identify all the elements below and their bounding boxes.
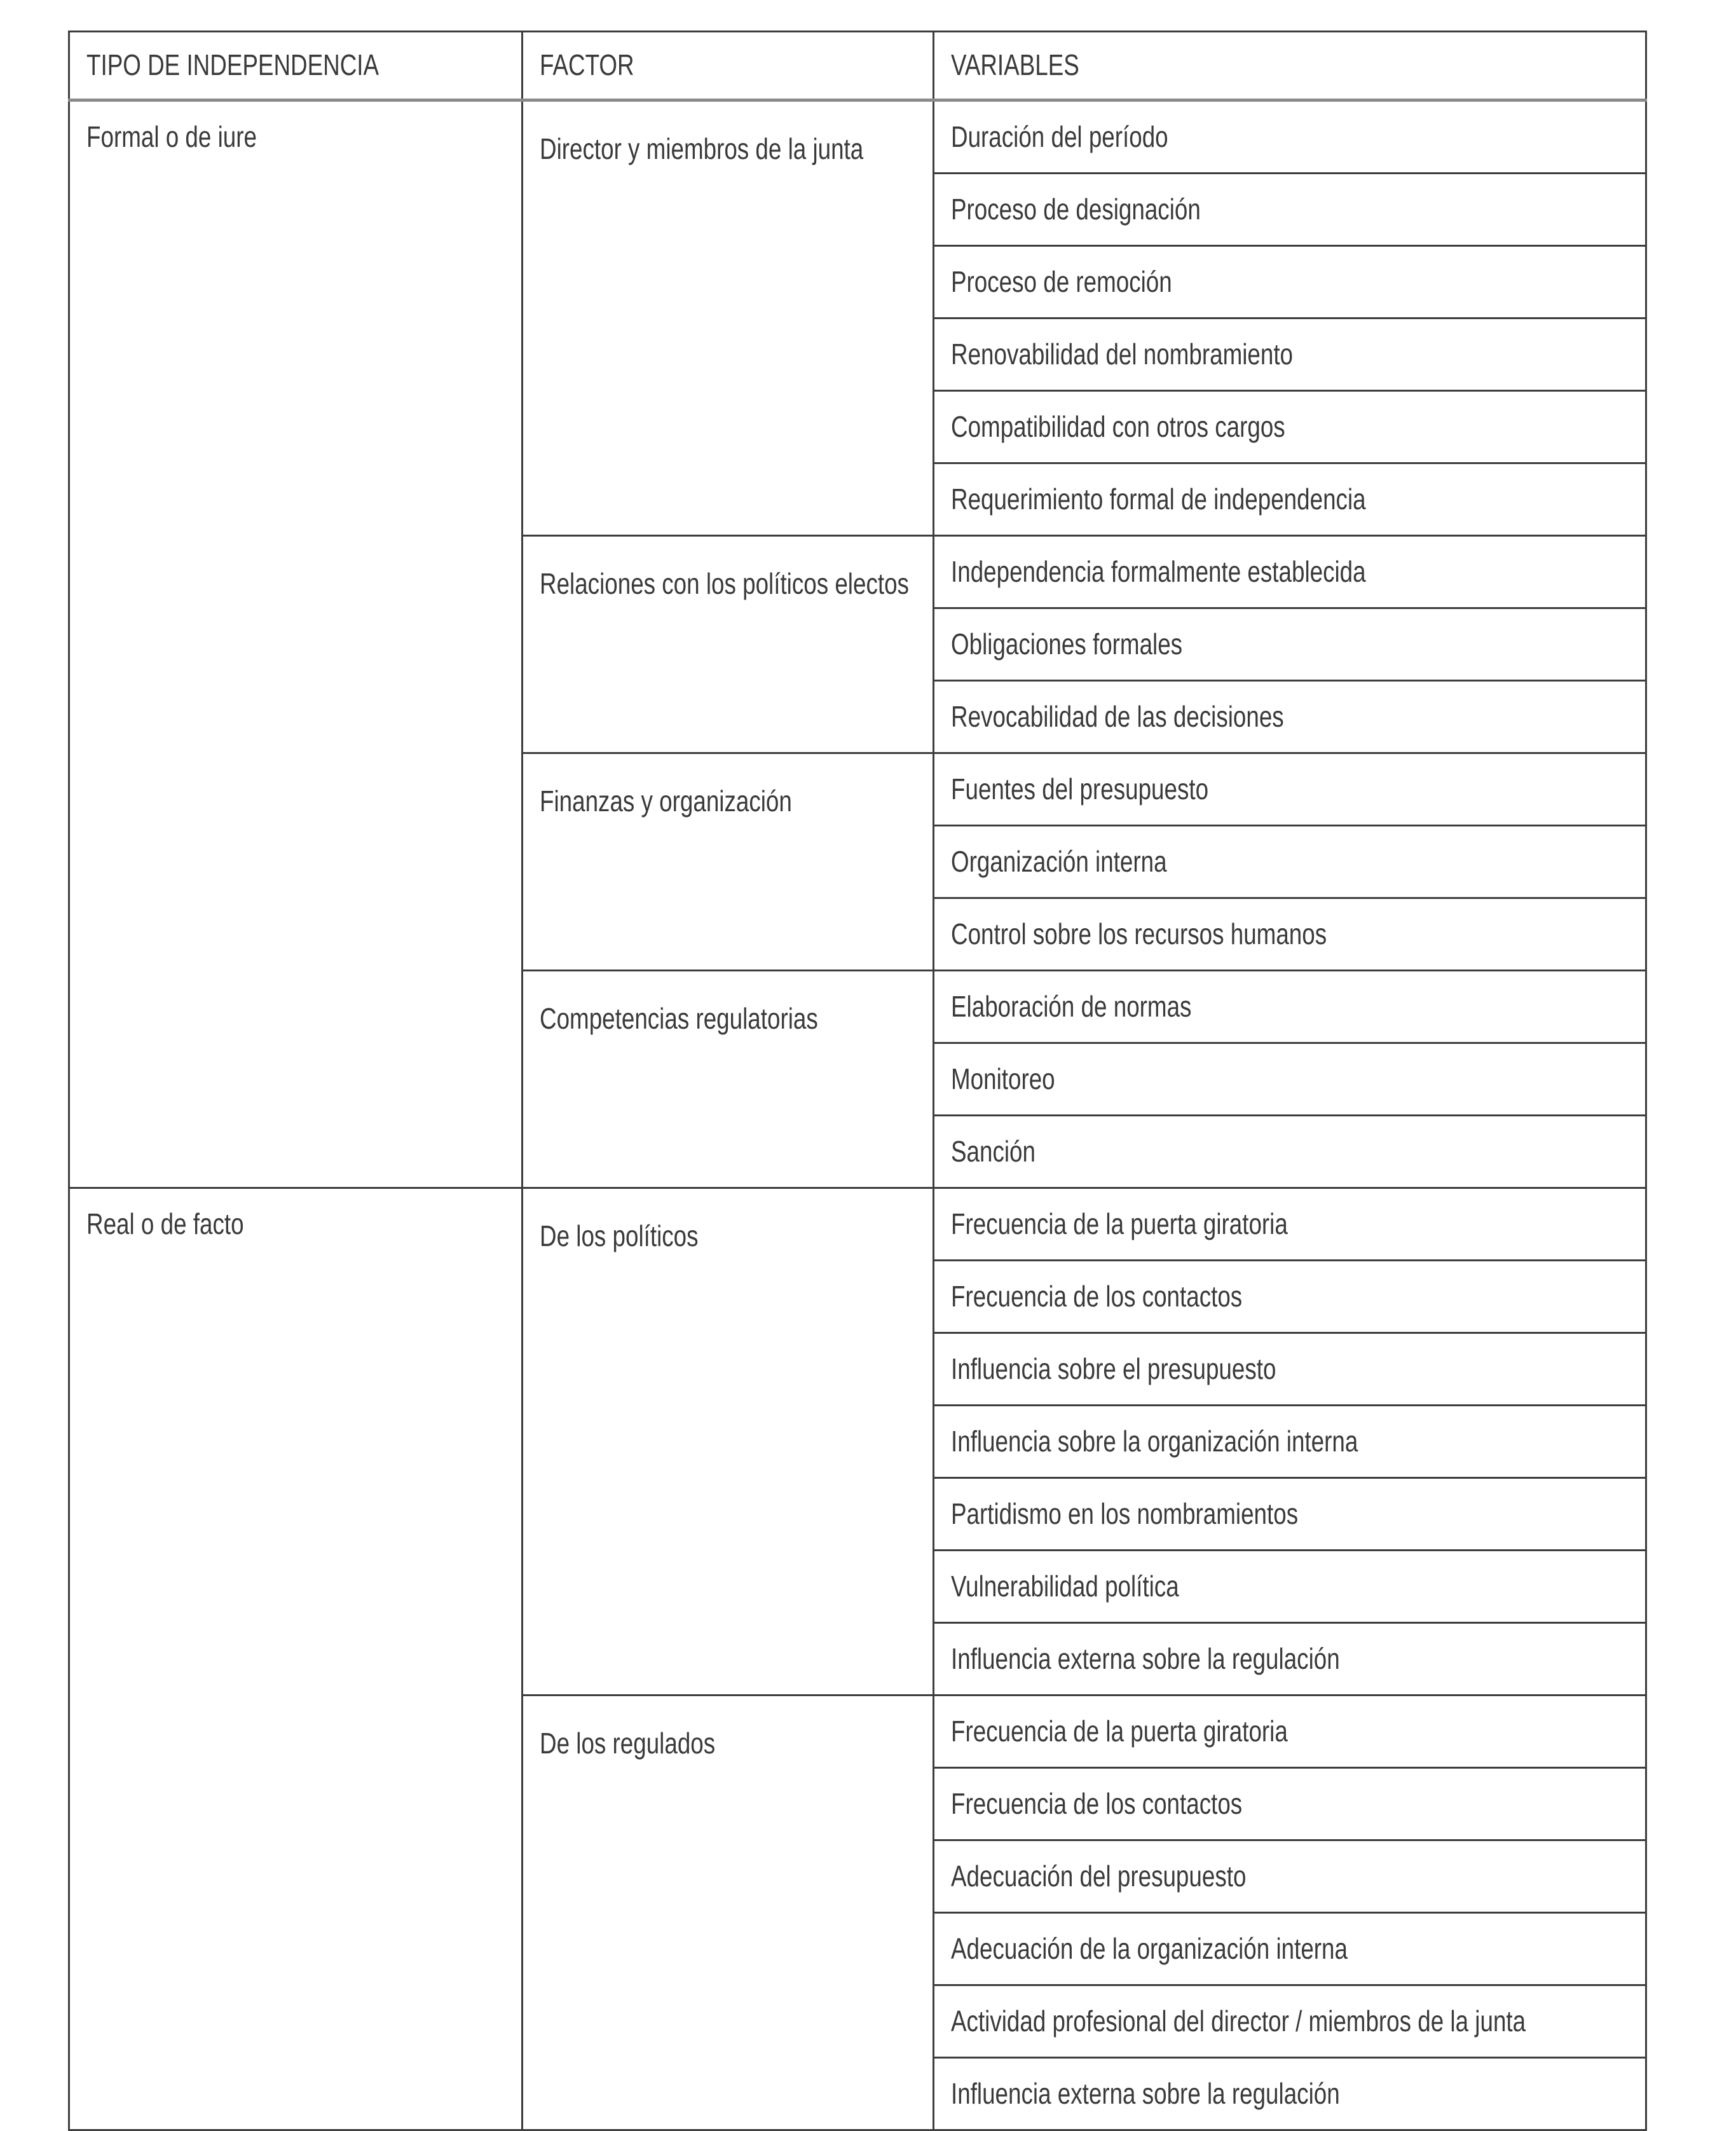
variable-cell bbox=[934, 1768, 1646, 1840]
variable-cell-text: Fuentes del presupuesto bbox=[951, 772, 1209, 805]
variable-cell-text: Influencia sobre la organización interna bbox=[951, 1425, 1358, 1458]
header-tipo bbox=[69, 32, 523, 100]
variable-cell-text: Influencia sobre el presupuesto bbox=[951, 1352, 1276, 1385]
variable-cell bbox=[934, 1116, 1646, 1188]
factor-cell-text: De los políticos bbox=[540, 1219, 699, 1252]
type-cell bbox=[69, 1188, 523, 2130]
header-factor bbox=[523, 32, 934, 100]
variable-cell bbox=[934, 536, 1646, 608]
factor-cell bbox=[523, 1188, 934, 1696]
variable-cell-text: Actividad profesional del director / miembros de la junta bbox=[951, 2004, 1526, 2038]
variable-cell-text: Revocabilidad de las decisiones bbox=[951, 700, 1284, 733]
variable-cell-text: Independencia formalmente establecida bbox=[951, 555, 1366, 588]
variable-cell-text: Frecuencia de los contactos bbox=[951, 1280, 1243, 1313]
variable-cell bbox=[934, 898, 1646, 971]
variable-cell bbox=[934, 1913, 1646, 1985]
variable-cell-text: Sanción bbox=[951, 1135, 1035, 1168]
table-body bbox=[69, 32, 1646, 2130]
type-cell-text: Formal o de iure bbox=[86, 120, 257, 153]
table-row bbox=[69, 1188, 1646, 1261]
variable-cell bbox=[934, 319, 1646, 391]
header-label: TIPO DE INDEPENDENCIA bbox=[86, 48, 379, 81]
variable-cell-text: Frecuencia de la puerta giratoria bbox=[951, 1715, 1288, 1748]
variable-cell-text: Renovabilidad del nombramiento bbox=[951, 338, 1294, 371]
variable-cell-text: Adecuación del presupuesto bbox=[951, 1860, 1247, 1893]
variable-cell bbox=[934, 1478, 1646, 1551]
factor-cell bbox=[523, 100, 934, 536]
table-row bbox=[69, 100, 1646, 174]
variable-cell bbox=[934, 826, 1646, 898]
variable-cell bbox=[934, 391, 1646, 463]
variable-cell bbox=[934, 246, 1646, 319]
type-cell bbox=[69, 100, 523, 1188]
factor-cell-text: Finanzas y organización bbox=[540, 785, 792, 818]
variable-cell bbox=[934, 463, 1646, 536]
variable-cell bbox=[934, 1188, 1646, 1261]
variable-cell-text: Obligaciones formales bbox=[951, 627, 1183, 661]
variable-cell bbox=[934, 1333, 1646, 1406]
variable-cell bbox=[934, 681, 1646, 753]
variable-cell bbox=[934, 174, 1646, 246]
variable-cell bbox=[934, 971, 1646, 1043]
variable-cell-text: Organización interna bbox=[951, 845, 1167, 878]
variable-cell bbox=[934, 100, 1646, 174]
variable-cell bbox=[934, 1043, 1646, 1116]
variable-cell bbox=[934, 1840, 1646, 1913]
variable-cell-text: Influencia externa sobre la regulación bbox=[951, 1642, 1340, 1675]
variable-cell-text: Compatibilidad con otros cargos bbox=[951, 410, 1285, 443]
variable-cell-text: Requerimiento formal de independencia bbox=[951, 483, 1366, 516]
variable-cell-text: Partidismo en los nombramientos bbox=[951, 1497, 1299, 1530]
type-cell-text: Real o de facto bbox=[86, 1207, 244, 1240]
variable-cell-text: Proceso de designación bbox=[951, 193, 1201, 226]
variable-cell bbox=[934, 608, 1646, 681]
variable-cell bbox=[934, 1985, 1646, 2058]
header-variables bbox=[934, 32, 1646, 100]
factor-cell bbox=[523, 753, 934, 971]
variable-cell bbox=[934, 753, 1646, 826]
factor-cell bbox=[523, 971, 934, 1188]
variable-cell-text: Frecuencia de la puerta giratoria bbox=[951, 1207, 1288, 1240]
variable-cell bbox=[934, 1551, 1646, 1623]
independence-table bbox=[68, 31, 1647, 2131]
factor-cell bbox=[523, 536, 934, 753]
variable-cell bbox=[934, 1261, 1646, 1333]
variable-cell bbox=[934, 1623, 1646, 1696]
factor-cell-text: De los regulados bbox=[540, 1727, 716, 1760]
variable-cell bbox=[934, 2058, 1646, 2130]
variable-cell-text: Monitoreo bbox=[951, 1062, 1055, 1095]
factor-cell-text: Competencias regulatorias bbox=[540, 1002, 818, 1035]
factor-cell-text: Relaciones con los políticos electos bbox=[540, 567, 909, 600]
factor-cell bbox=[523, 1696, 934, 2130]
variable-cell bbox=[934, 1696, 1646, 1768]
variable-cell bbox=[934, 1406, 1646, 1478]
variable-cell-text: Proceso de remoción bbox=[951, 265, 1172, 298]
variable-cell-text: Control sobre los recursos humanos bbox=[951, 917, 1327, 950]
variable-cell-text: Vulnerabilidad política bbox=[951, 1570, 1179, 1603]
variable-cell-text: Duración del período bbox=[951, 120, 1168, 153]
factor-cell-text: Director y miembros de la junta bbox=[540, 132, 864, 165]
variable-cell-text: Elaboración de normas bbox=[951, 990, 1192, 1023]
variable-cell-text: Frecuencia de los contactos bbox=[951, 1787, 1243, 1820]
header-label: FACTOR bbox=[540, 48, 634, 81]
variable-cell-text: Adecuación de la organización interna bbox=[951, 1932, 1348, 1965]
header-label: VARIABLES bbox=[951, 48, 1079, 81]
table-header-row bbox=[69, 32, 1646, 100]
variable-cell-text: Influencia externa sobre la regulación bbox=[951, 2077, 1340, 2110]
